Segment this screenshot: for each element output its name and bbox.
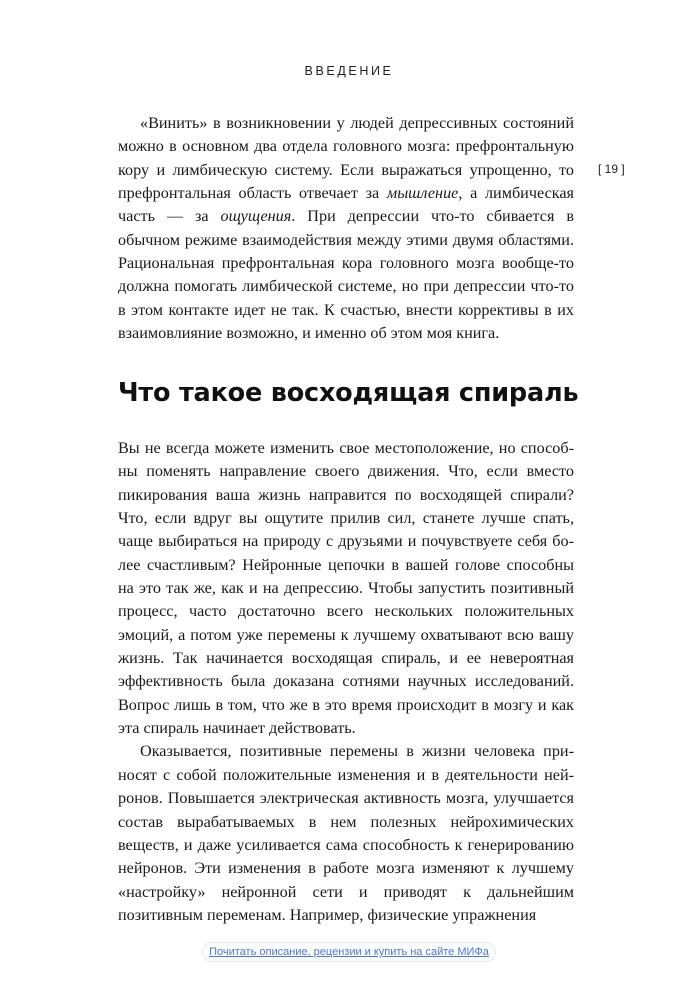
section-text — [118, 437, 574, 927]
section-paragraph-2: Оказывается, позитивные перемены в жизни человека приносят с собой положительные изменения и в деятельности нейронов. Повышается электрическая активность мозга, улучшается состав вырабатываемых в нем полезных нейрохимических веществ, и даже усиливается сама способность к генерированию нейронов. Эти изменения в работе мозга изменяют к лучшему «настройку» нейронной сети и приводят к дальнейшим позитивным переменам. Например, физические упражнения — [118, 742, 574, 924]
intro-paragraph — [118, 112, 574, 345]
section-heading: Что такое восходящая спираль — [118, 378, 579, 408]
buy-book-link[interactable]: Почитать описание, рецензии и купить на сайте МИФа — [202, 942, 496, 962]
running-title: ВВЕДЕНИЕ — [304, 64, 394, 78]
intro-text-part-2: , а лимбическая часть — за — [118, 184, 575, 226]
intro-text-part-3: . При депрессии что-то сбивается в обычном режиме взаимодействия между этими двумя областями. Рациональная префронтальная кора головного мозга вообще-то должна помогать лимбической системе, но при депрессии что-то в этом контакте идет не так. К счастью, внести коррективы в их взаимовлияние возможно, и именно об этом моя книга. — [118, 207, 574, 343]
intro-text — [118, 112, 574, 345]
page-number: [ 19 ] — [598, 162, 625, 176]
emphasis-feelings: ощущения — [220, 207, 292, 226]
emphasis-thinking: мышление — [386, 184, 459, 203]
intro-text-part-1: «Винить» в возникновении у людей депрессивных состояний можно в основном два отдела головного мозга: префронтальную кору и лимбическую систему. Если выражаться упрощенно, то префронтальная область отвечает за — [118, 114, 574, 203]
section-paragraph-1: Вы не всегда можете изменить свое местоположение, но способны поменять направление своего движения. Что, если вместо пикирования ваша жизнь направится по восходящей спирали? Что, если вдруг вы ощутите прилив сил, станете лучше спать, чаще выбираться на природу с друзьями и почувствуете себя более счастливым? Нейронные цепочки в вашей голове способны на это так же, как и на депрессию. Чтобы запустить позитивный процесс, часто достаточно всего нескольких положительных эмоций, а потом уже перемены к лучшему охватывают всю вашу жизнь. Так начинается восходящая спираль, и ее невероятная эффективность была доказана сотнями научных исследований. Вопрос лишь в том, что же в это время происходит в мозгу и как эта спираль начинает действовать. — [118, 439, 574, 738]
